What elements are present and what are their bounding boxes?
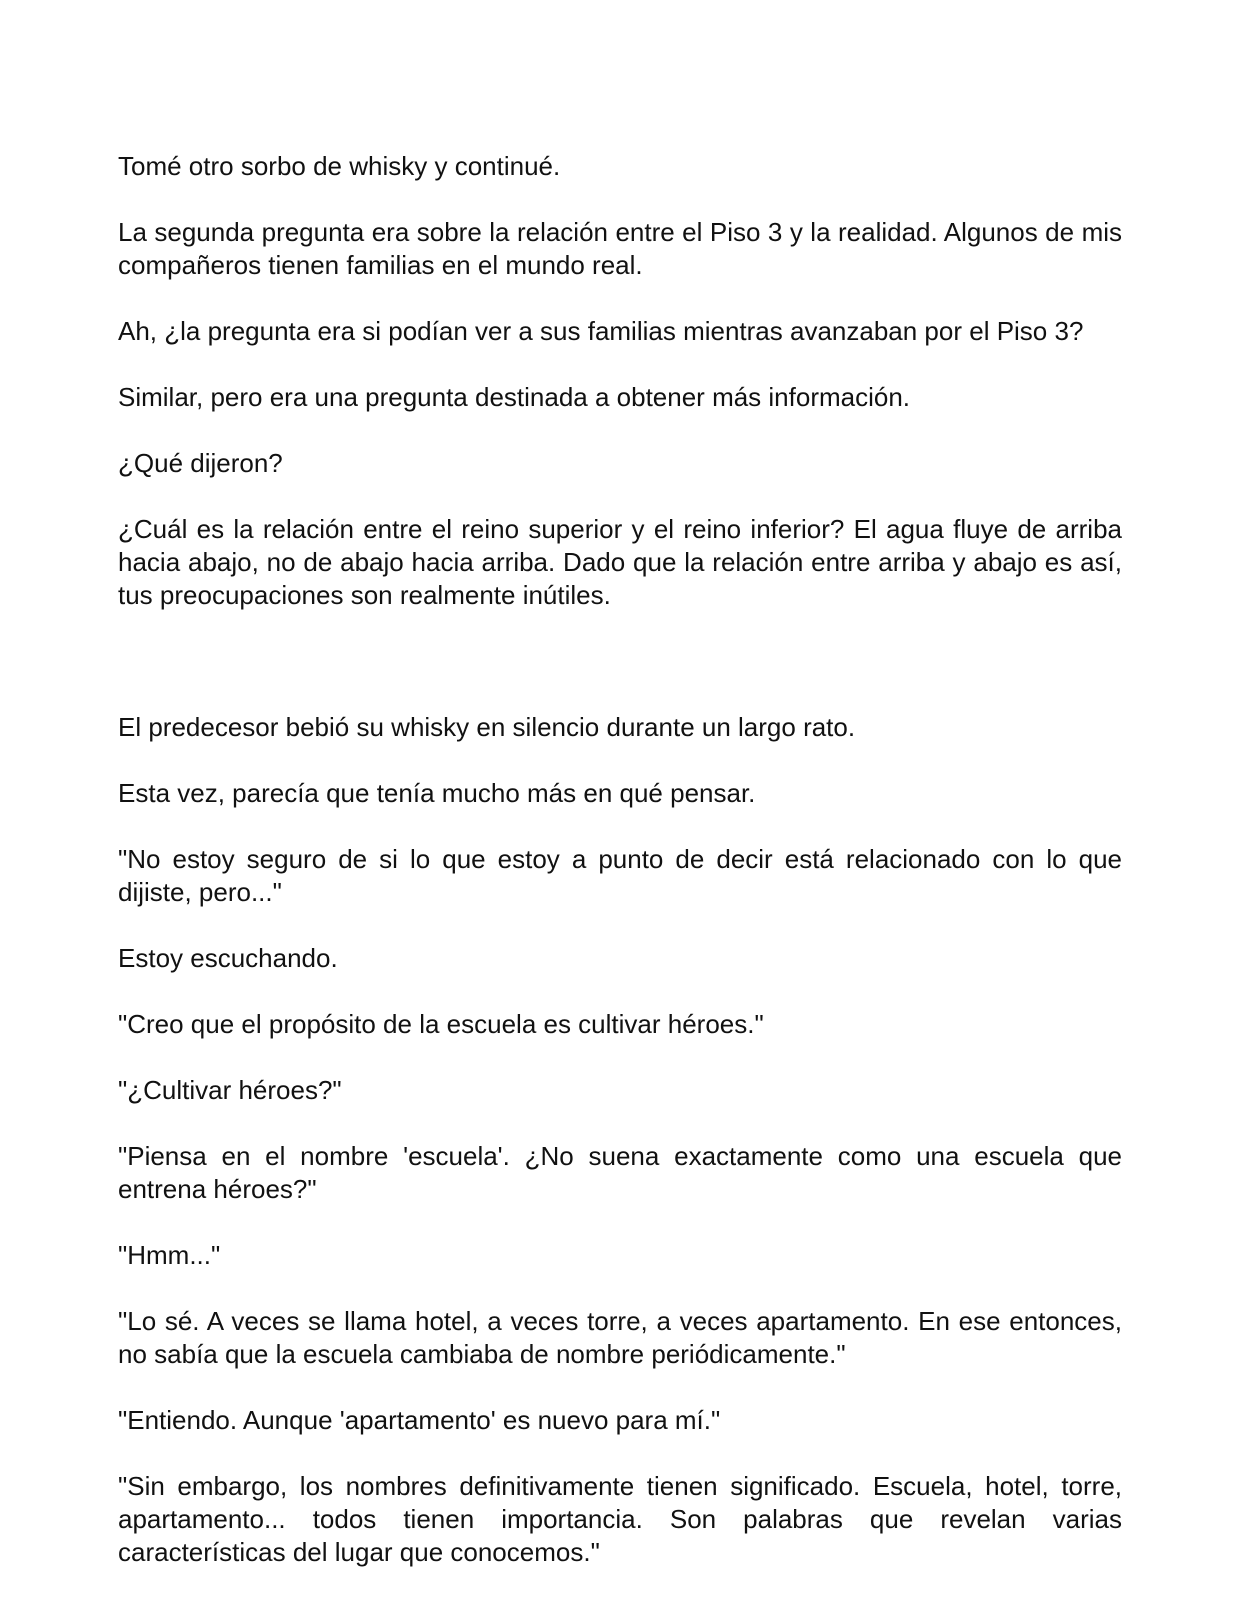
body-text: [118, 150, 1122, 1602]
paragraph: "Lo sé. A veces se llama hotel, a veces torre, a veces apartamento. En ese entonces, no sabía que la escuela cambiaba de nombre periódicamente.": [118, 1306, 1122, 1369]
paragraph: Similar, pero era una pregunta destinada a obtener más información.: [118, 382, 911, 412]
paragraph: ¿Cuál es la relación entre el reino superior y el reino inferior? El agua fluye de arriba hacia abajo, no de abajo hacia arriba. Dado que la relación entre arriba y abajo es así, tus preocupaciones son realmente inútiles.: [118, 514, 1122, 610]
paragraph: "Sin embargo, los nombres definitivamente tienen significado. Escuela, hotel, torre, apartamento... todos tienen importancia. Son palabras que revelan varias características del lugar que conocemos.": [118, 1471, 1122, 1567]
section-break: [118, 645, 1122, 711]
paragraph: "No estoy seguro de si lo que estoy a punto de decir está relacionado con lo que dijiste, pero...": [118, 844, 1122, 907]
paragraph: El predecesor bebió su whisky en silencio durante un largo rato.: [118, 712, 856, 742]
paragraph: ¿Qué dijeron?: [118, 448, 283, 478]
paragraph: "Hmm...": [118, 1240, 221, 1270]
paragraph: Ah, ¿la pregunta era si podían ver a sus familias mientras avanzaban por el Piso 3?: [118, 316, 1084, 346]
paragraph: Estoy escuchando.: [118, 943, 338, 973]
paragraph: "Creo que el propósito de la escuela es cultivar héroes.": [118, 1009, 764, 1039]
paragraph: La segunda pregunta era sobre la relación entre el Piso 3 y la realidad. Algunos de mis compañeros tienen familias en el mundo real.: [118, 217, 1122, 280]
paragraph: "¿Cultivar héroes?": [118, 1075, 342, 1105]
paragraph: "Piensa en el nombre 'escuela'. ¿No suena exactamente como una escuela que entrena héroes?": [118, 1141, 1122, 1204]
paragraph: "Entiendo. Aunque 'apartamento' es nuevo para mí.": [118, 1405, 721, 1435]
paragraph: Tomé otro sorbo de whisky y continué.: [118, 151, 561, 181]
paragraph: Esta vez, parecía que tenía mucho más en qué pensar.: [118, 778, 756, 808]
